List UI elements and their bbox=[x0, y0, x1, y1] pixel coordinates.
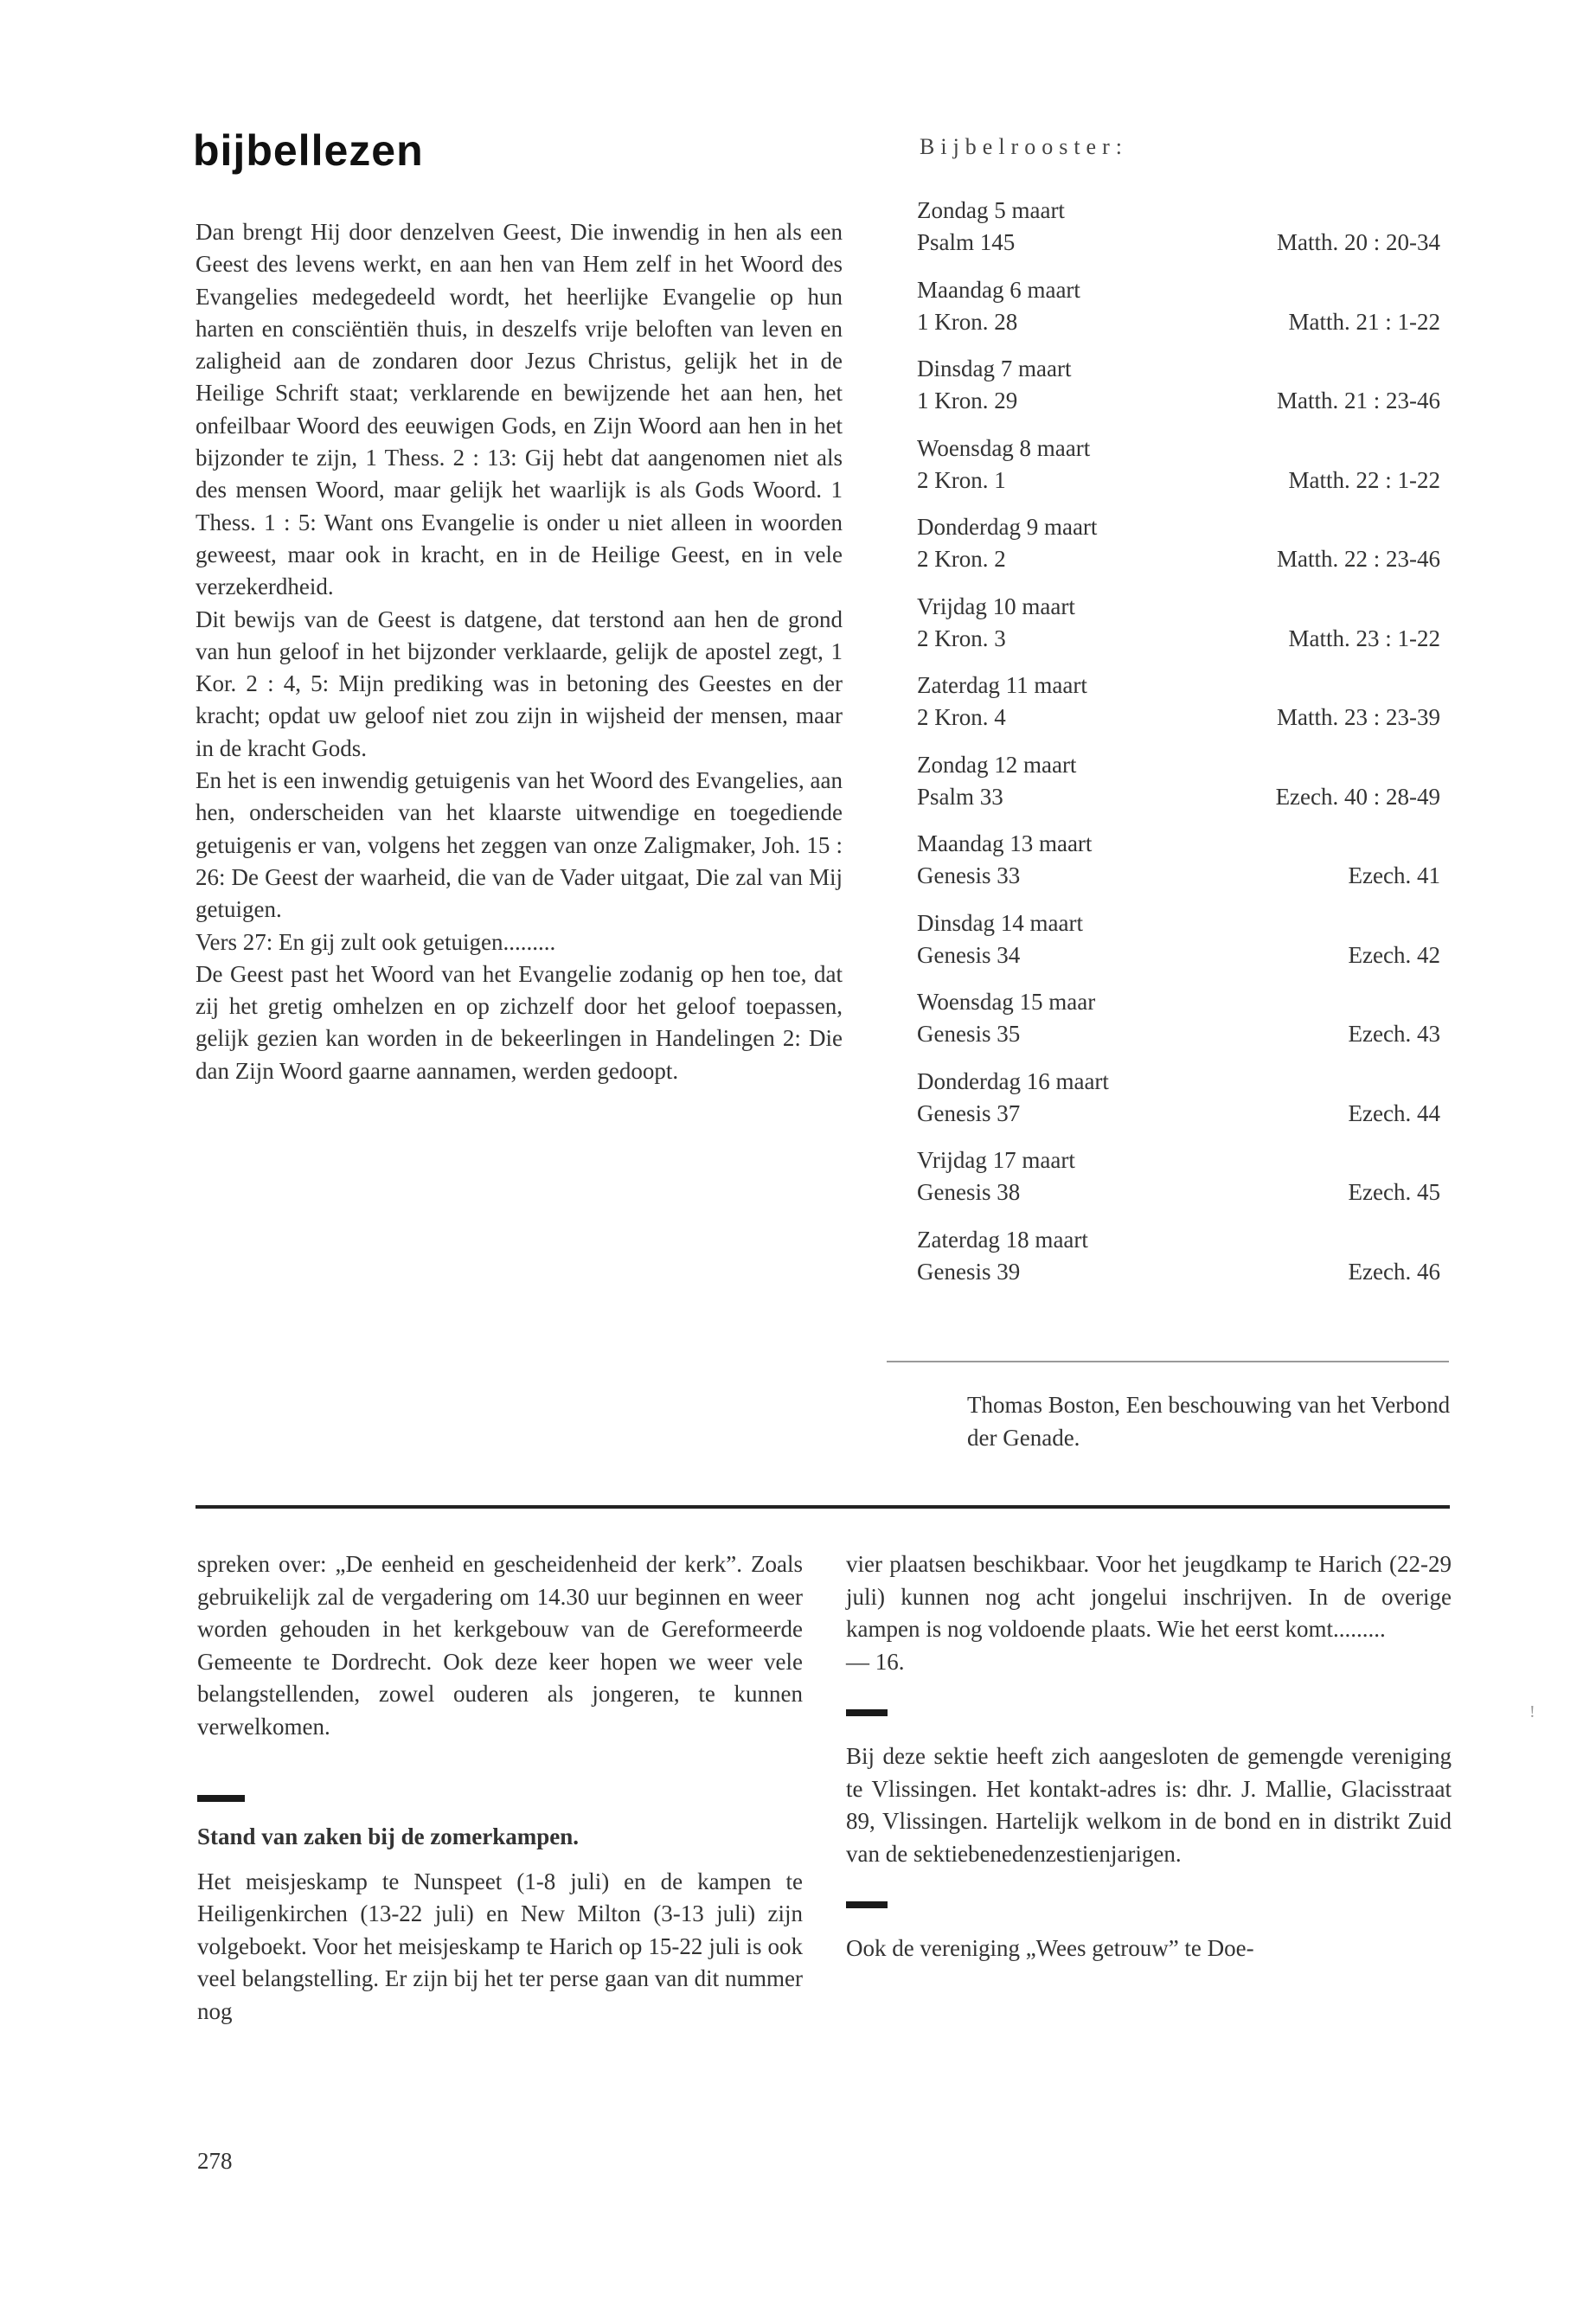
schedule-reading-2: Ezech. 45 bbox=[1348, 1179, 1440, 1205]
schedule-day bbox=[917, 1224, 1440, 1304]
reading-schedule bbox=[917, 195, 1440, 1303]
schedule-reading-1: 2 Kron. 1 bbox=[917, 466, 1006, 493]
margin-mark: ! bbox=[1529, 1702, 1535, 1721]
schedule-date: Dinsdag 7 maart bbox=[917, 356, 1072, 381]
schedule-date: Donderdag 9 maart bbox=[917, 514, 1098, 540]
intro-paragraph: De Geest past het Woord van het Evangelie zodanig op hen toe, dat zij het gretig omhelzen en op zichzelf door het geloof toepassen, gelijk gezien kan worden in de bekeerlingen in Handelingen 2: Die dan Zijn Woord gaarne aannamen, werden gedoopt. bbox=[195, 960, 843, 1084]
schedule-day bbox=[917, 828, 1440, 907]
schedule-day bbox=[917, 749, 1440, 829]
schedule-date: Woensdag 15 maar bbox=[917, 989, 1096, 1015]
schedule-reading-2: Ezech. 44 bbox=[1348, 1099, 1440, 1126]
schedule-date: Woensdag 8 maart bbox=[917, 434, 1091, 461]
schedule-date: Zaterdag 11 maart bbox=[917, 672, 1087, 698]
schedule-day bbox=[917, 195, 1440, 274]
schedule-date: Zondag 12 maart bbox=[917, 751, 1077, 778]
schedule-day bbox=[917, 986, 1440, 1066]
schedule-reading-1: Genesis 38 bbox=[917, 1179, 1021, 1205]
schedule-reading-2: Ezech. 42 bbox=[1348, 941, 1440, 968]
schedule-reading-2: Matth. 21 : 23-46 bbox=[1277, 388, 1440, 413]
section-number: — 16. bbox=[846, 1648, 905, 1675]
section-divider bbox=[195, 1505, 1450, 1509]
page-number: 278 bbox=[197, 2148, 233, 2174]
schedule-reading-1: 1 Kron. 29 bbox=[917, 388, 1018, 413]
schedule-day bbox=[917, 670, 1440, 749]
schedule-reading-2: Matth. 22 : 23-46 bbox=[1277, 546, 1440, 572]
schedule-divider bbox=[887, 1361, 1449, 1362]
schedule-date: Vrijdag 10 maart bbox=[917, 593, 1075, 619]
schedule-reading-1: 2 Kron. 3 bbox=[917, 625, 1006, 651]
camps-paragraph: Het meisjeskamp te Nunspeet (1-8 juli) en de kampen te Heiligenkirchen (13-22 juli) en New Milton (3-13 juli) zijn volgeboekt. Voor het meisjeskamp te Harich op 15-22 juli is ook veel belangstelling. Er zijn bij het ter perse gaan van dit nummer nog bbox=[197, 1868, 803, 2024]
schedule-reading-1: Genesis 34 bbox=[917, 941, 1021, 968]
doe-paragraph: Ook de vereniging „Wees getrouw” te Doe- bbox=[846, 1935, 1254, 1961]
schedule-day bbox=[917, 1066, 1440, 1145]
schedule-reading-2: Matth. 20 : 20-34 bbox=[1277, 229, 1440, 255]
schedule-reading-2: Ezech. 40 : 28-49 bbox=[1275, 783, 1440, 810]
schedule-day bbox=[917, 907, 1440, 987]
schedule-reading-2: Matth. 23 : 23-39 bbox=[1277, 704, 1440, 730]
vlissingen-paragraph: Bij deze sektie heeft zich aangesloten de gemengde vereniging te Vlissingen. Het kontakt-adres is: dhr. J. Mallie, Glacisstraat 89, Vlissingen. Hartelijk welkom in de bond en in distrikt Zuid van de sektiebenedenzestienjarigen. bbox=[846, 1743, 1452, 1867]
subheading: Stand van zaken bij de zomerkampen. bbox=[197, 1823, 580, 1849]
schedule-reading-2: Matth. 23 : 1-22 bbox=[1288, 625, 1440, 651]
schedule-reading-1: 2 Kron. 4 bbox=[917, 704, 1006, 730]
schedule-date: Zondag 5 maart bbox=[917, 197, 1065, 223]
section-bar-marker bbox=[197, 1795, 245, 1802]
schedule-day bbox=[917, 274, 1440, 354]
schedule-date: Dinsdag 14 maart bbox=[917, 909, 1083, 936]
schedule-reading-1: Psalm 145 bbox=[917, 229, 1016, 255]
schedule-date: Zaterdag 18 maart bbox=[917, 1226, 1088, 1253]
schedule-reading-2: Ezech. 43 bbox=[1348, 1021, 1440, 1047]
schedule-reading-1: Genesis 35 bbox=[917, 1021, 1021, 1047]
schedule-reading-1: Genesis 37 bbox=[917, 1099, 1021, 1126]
schedule-day bbox=[917, 511, 1440, 591]
meeting-paragraph: spreken over: „De eenheid en gescheidenheid der kerk”. Zoals gebruikelijk zal de vergadering om 14.30 uur beginnen en weer worden gehouden in het kerkgebouw van de Gereformeerde Gemeente te Dordrecht. Ook deze keer hopen we weer vele belangstellenden, zowel ouderen als jongeren, te kunnen verwelkomen. bbox=[197, 1551, 803, 1740]
schedule-reading-2: Ezech. 41 bbox=[1348, 862, 1440, 888]
schedule-reading-2: Matth. 21 : 1-22 bbox=[1288, 308, 1440, 335]
intro-paragraph: Dan brengt Hij door denzelven Geest, Die inwendig in hen als een Geest des levens werkt, en aan hen van Hem zelf in het Woord des Evangelies medegedeeld wordt, het heerlijke Evangelie op hun harten en consciëntiën thuis, in deszelfs vrije beloften van leven en zaligheid aan de zondaren door Jezus Christus, gelijk het in de Heilige Schrift staat; verklarende en bewijzende het aan hen, het onfeilbaar Woord des eeuwigen Gods, en Zijn Woord aan hen in het bijzonder te zijn, 1 Thess. 2 : 13: Gij hebt dat aangenomen niet als des mensen Woord, maar gelijk het waarlijk is als Gods Woord. 1 Thess. 1 : 5: Want ons Evangelie is onder u niet alleen in woorden geweest, maar ook in kracht, en in de Heilige Geest, en in vele verzekerdheid. bbox=[195, 219, 843, 600]
schedule-reading-1: Genesis 39 bbox=[917, 1258, 1021, 1285]
schedule-day bbox=[917, 353, 1440, 433]
schedule-day bbox=[917, 433, 1440, 512]
schedule-reading-2: Ezech. 46 bbox=[1348, 1258, 1440, 1285]
section-bar-marker bbox=[846, 1709, 888, 1716]
intro-text bbox=[195, 216, 843, 1087]
schedule-reading-1: 2 Kron. 2 bbox=[917, 546, 1006, 572]
schedule-day bbox=[917, 1144, 1440, 1224]
quote-source: Thomas Boston, Een beschouwing van het Verbond der Genade. bbox=[967, 1392, 1451, 1451]
schedule-reading-1: Psalm 33 bbox=[917, 783, 1003, 810]
schedule-date: Maandag 13 maart bbox=[917, 830, 1093, 856]
intro-paragraph: En het is een inwendig getuigenis van het Woord des Evangelies, aan hen, onderscheiden van het klaarste uitwendige en toegediende getuigenis er van, volgens het zeggen van onze Zaligmaker, Joh. 15 : 26: De Geest der waarheid, die van de Vader uitgaat, Die zal van Mij getuigen. bbox=[195, 767, 843, 923]
schedule-title: Bijbelrooster: bbox=[920, 134, 1128, 159]
camps-continued-paragraph: vier plaatsen beschikbaar. Voor het jeugdkamp te Harich (22-29 juli) kunnen nog acht jongelui inschrijven. In de overige kampen is nog voldoende plaats. Wie het eerst komt......... bbox=[846, 1551, 1452, 1642]
schedule-reading-1: Genesis 33 bbox=[917, 862, 1021, 888]
schedule-date: Donderdag 16 maart bbox=[917, 1067, 1109, 1094]
schedule-date: Vrijdag 17 maart bbox=[917, 1147, 1075, 1173]
schedule-date: Maandag 6 maart bbox=[917, 276, 1080, 303]
section-bar-marker bbox=[846, 1901, 888, 1908]
section-heading: bijbellezen bbox=[193, 126, 424, 175]
right-column bbox=[846, 1548, 1452, 1965]
schedule-reading-1: 1 Kron. 28 bbox=[917, 308, 1018, 335]
left-column bbox=[197, 1548, 803, 2028]
intro-paragraph: Dit bewijs van de Geest is datgene, dat terstond aan hen de grond van hun geloof in het bijzonder verklaarde, gelijk de apostel zegt, 1 Kor. 2 : 4, 5: Mijn prediking was in betoning des Geestes en der kracht; opdat uw geloof niet zou zijn in wijsheid der mensen, maar in de kracht Gods. bbox=[195, 606, 843, 761]
schedule-reading-2: Matth. 22 : 1-22 bbox=[1288, 466, 1440, 493]
schedule-day bbox=[917, 591, 1440, 670]
intro-paragraph: Vers 27: En gij zult ook getuigen......... bbox=[195, 928, 556, 955]
